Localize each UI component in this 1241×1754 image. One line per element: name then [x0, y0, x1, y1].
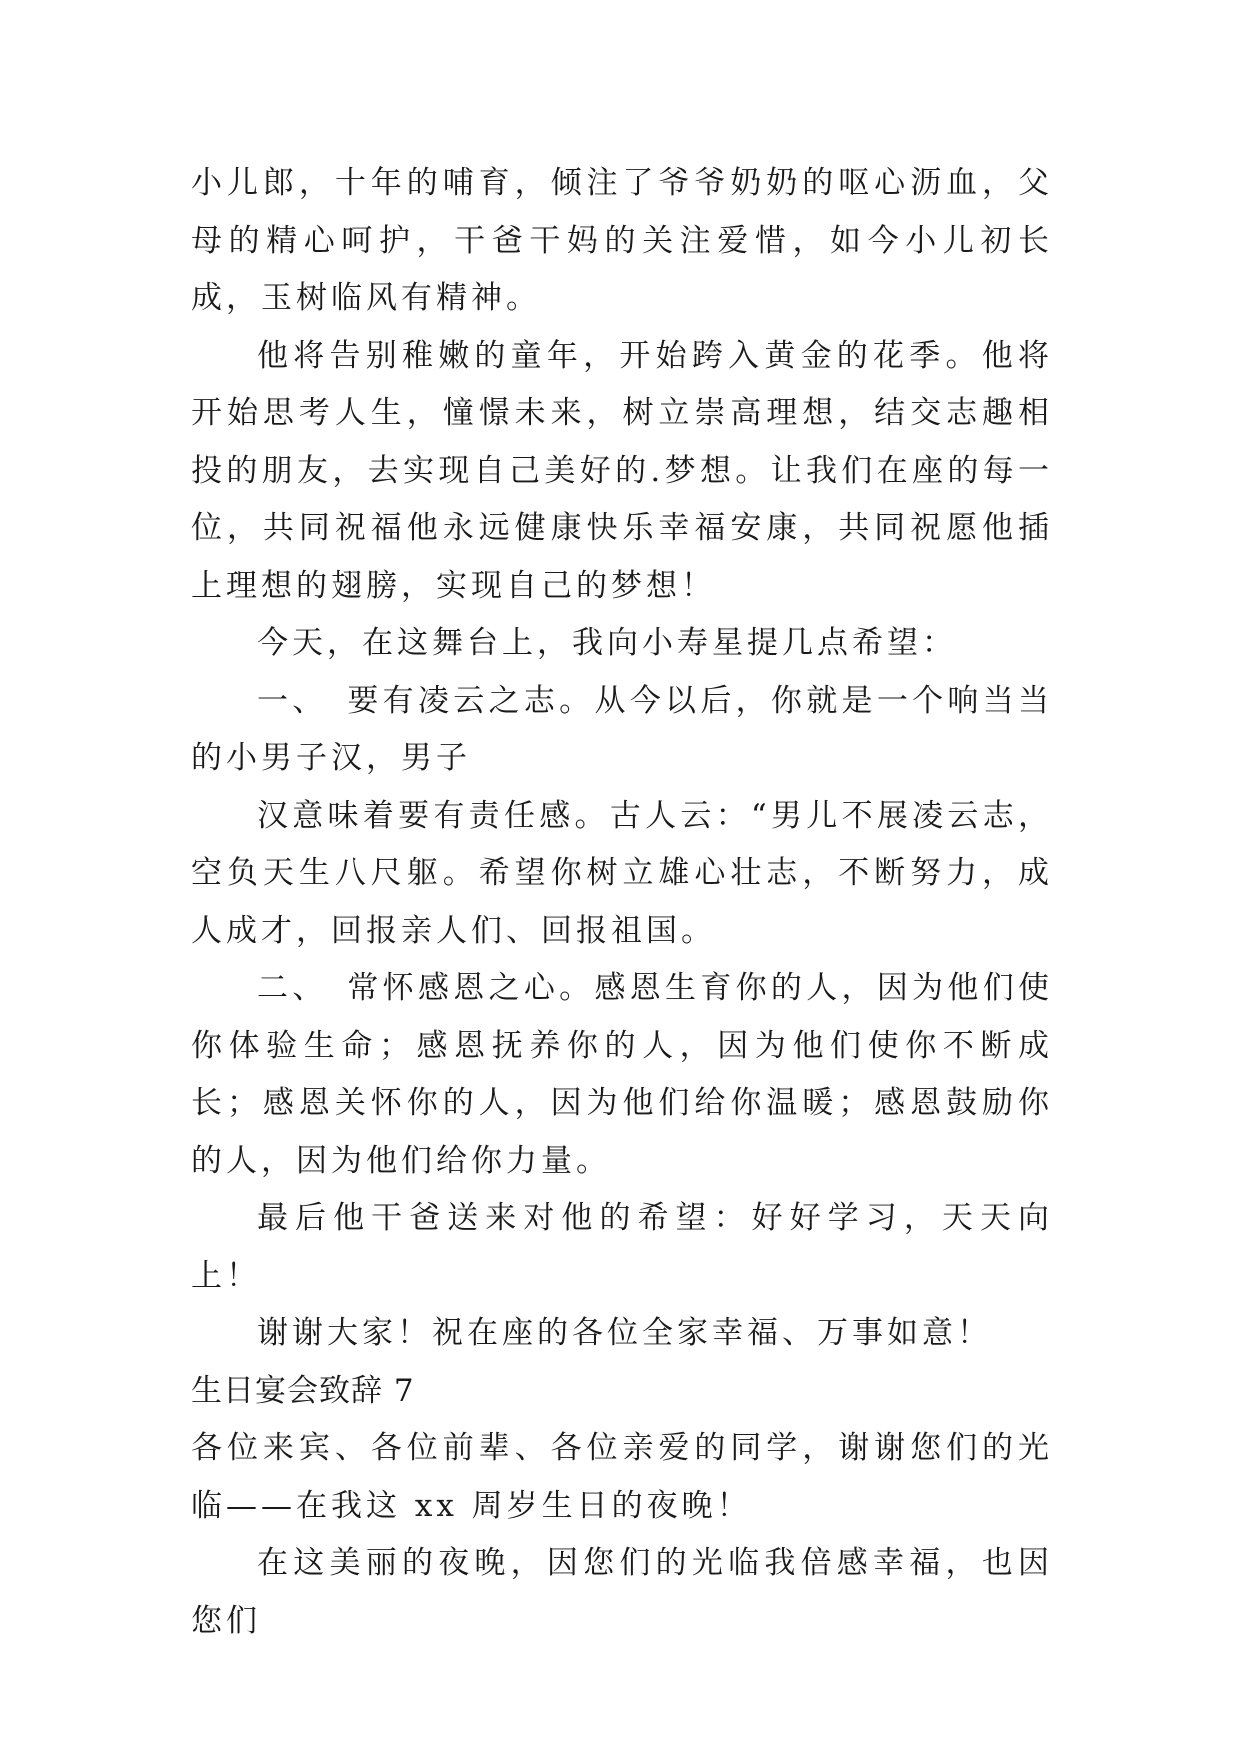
paragraph-godfather-wish: 最后他干爸送来对他的希望：好好学习，天天向上！ — [191, 1200, 1053, 1294]
paragraph-thanks: 谢谢大家！祝在座的各位全家幸福、万事如意！ — [257, 1315, 992, 1351]
paragraph-greeting: 各位来宾、各位前辈、各位亲爱的同学，谢谢您们的光临——在我这 xx 周岁生日的夜晚！ — [191, 1430, 1053, 1524]
paragraph-hope-one-continued: 汉意味着要有责任感。古人云：“男儿不展凌云志，空负天生八尺躯。希望你树立雄心壮志，不断努力，成人成才，回报亲人们、回报祖国。 — [191, 797, 1053, 949]
document-body — [191, 155, 1053, 1650]
section-heading: 生日宴会致辞 7 — [191, 1372, 415, 1409]
paragraph-growth-wishes: 他将告别稚嫩的童年，开始跨入黄金的花季。他将开始思考人生，憧憬未来，树立崇高理想，结交志趣相投的朋友，去实现自己美好的.梦想。让我们在座的每一位，共同祝福他永远健康快乐幸福安康，共同祝愿他插上理想的翅膀，实现自己的梦想！ — [191, 337, 1053, 604]
paragraph-hope-two: 二、 常怀感恩之心。感恩生育你的人，因为他们使你体验生命；感恩抚养你的人，因为他们使你不断成长；感恩关怀你的人，因为他们给你温暖；感恩鼓励你的人，因为他们给你力量。 — [191, 970, 1053, 1179]
paragraph-hope-one: 一、 要有凌云之志。从今以后，你就是一个响当当的小男子汉，男子 — [191, 682, 1053, 776]
paragraph-opening: 小儿郎，十年的哺育，倾注了爷爷奶奶的呕心沥血，父母的精心呵护，干爸干妈的关注爱惜，如今小儿初长成，玉树临风有精神。 — [191, 165, 1053, 316]
paragraph-evening: 在这美丽的夜晚，因您们的光临我倍感幸福，也因您们 — [191, 1545, 1053, 1639]
paragraph-hopes-intro: 今天，在这舞台上，我向小寿星提几点希望： — [257, 625, 957, 661]
